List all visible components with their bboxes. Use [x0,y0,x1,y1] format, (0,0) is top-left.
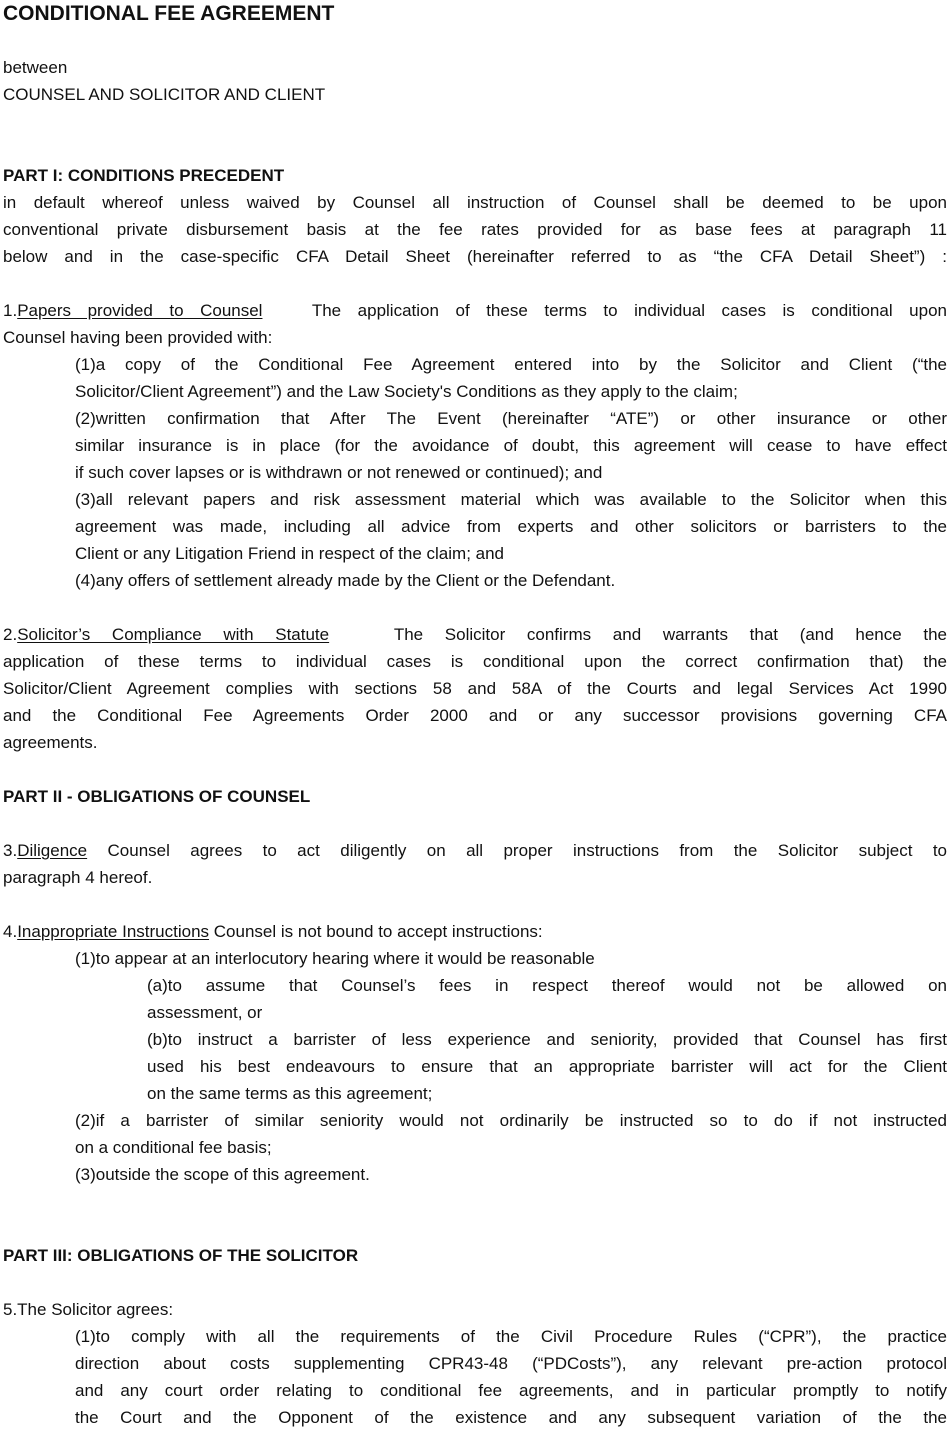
clause3-first-line [3,837,947,864]
clause5-item-line: and any court order relating to conditional fee agreements, and in particular promptly to notify [75,1381,947,1400]
clause1-item-line: if such cover lapses or is withdrawn or not renewed or continued); and [75,463,603,482]
clause2-line: and the Conditional Fee Agreements Order 2000 and or any successor provisions governing CFA [3,706,947,725]
clause1-text: The application of these terms to individual cases is conditional upon [311,301,947,320]
part2-heading: PART II - OBLIGATIONS OF COUNSEL [3,787,311,806]
clause4-item3: (3)outside the scope of this agreement. [75,1165,370,1184]
between-text: between [3,58,68,77]
clause1-text-rest: Counsel having been provided with: [3,328,273,347]
document-page [3,0,947,1431]
clause2-text: The Solicitor confirms and warrants that (and hence the [393,625,947,644]
clause4-subitem-line: used his best endeavours to ensure that an appropriate barrister will act for the Client [147,1057,947,1076]
clause2-title: Solicitor’s Compliance with Statute [17,625,330,644]
clause4-subitems [147,972,947,1107]
clause4-subitem-line: (b)to instruct a barrister of less experience and seniority, provided that Counsel has first [147,1030,947,1049]
clause3-title: Diligence [17,841,88,860]
clause4-number: 4. [3,922,18,941]
clause1-item-line: similar insurance is in place (for the avoidance of doubt, this agreement will cease to have effect [75,436,947,455]
clause3-text-rest: paragraph 4 hereof. [3,868,153,887]
part1-heading: PART I: CONDITIONS PRECEDENT [3,166,285,185]
clause4-item1: (1)to appear at an interlocutory hearing where it would be reasonable [75,949,595,968]
clause1-item-line: (2)written confirmation that After The Event (hereinafter “ATE”) or other insurance or other [75,409,947,428]
clause4-item2-line: (2)if a barrister of similar seniority would not ordinarily be instructed so to do if not instructed [75,1111,947,1130]
clause5-item-line: the Court and the Opponent of the existence and any subsequent variation of the the [75,1408,947,1427]
clause5-items [75,1323,947,1431]
part3-heading: PART III: OBLIGATIONS OF THE SOLICITOR [3,1246,359,1265]
clause5-intro: 5.The Solicitor agrees: [3,1300,174,1319]
clause3-number: 3. [3,841,18,860]
clause2-first-line [3,621,947,648]
clause1-items [75,351,947,594]
clause4-item2-line: on a conditional fee basis; [75,1138,272,1157]
clause4-subitem-line: (a)to assume that Counsel’s fees in respect thereof would not be allowed on [147,976,947,995]
clause4-subitem-line: assessment, or [147,1003,263,1022]
clause1-item-line: Solicitor/Client Agreement”) and the Law Society's Conditions as they apply to the claim; [75,382,738,401]
clause4-title: Inappropriate Instructions [17,922,210,941]
clause2-number: 2. [3,625,18,644]
clause2-line: application of these terms to individual cases is conditional upon the correct confirmation that) the [3,652,947,671]
part1-intro-line: in default whereof unless waived by Counsel all instruction of Counsel shall be deemed to be upon [3,193,947,212]
clause2-line: Solicitor/Client Agreement complies with sections 58 and 58A of the Courts and legal Services Act 1990 [3,679,947,698]
clause1-title: Papers provided to Counsel [17,301,263,320]
clause1-number: 1. [3,301,18,320]
clause5-item-line: (1)to comply with all the requirements of the Civil Procedure Rules (“CPR”), the practice [75,1327,947,1346]
part1-intro-line: below and in the case-specific CFA Detail Sheet (hereinafter referred to as “the CFA Detail Sheet”) : [3,247,947,266]
clause1-first-line [3,297,947,324]
parties-text: COUNSEL AND SOLICITOR AND CLIENT [3,85,326,104]
clause1-item-line: Client or any Litigation Friend in respect of the claim; and [75,544,505,563]
clause4-text: Counsel is not bound to accept instructions: [213,922,543,941]
clause1-item-line: (1)a copy of the Conditional Fee Agreement entered into by the Solicitor and Client (“the [75,355,947,374]
clause2-line: agreements. [3,733,98,752]
clause4-subitem-line: on the same terms as this agreement; [147,1084,433,1103]
clause1-item-line: (3)all relevant papers and risk assessment material which was available to the Solicitor when this [75,490,947,509]
clause5-item-line: direction about costs supplementing CPR43-48 (“PDCosts”), any relevant pre-action protocol [75,1354,947,1373]
clause1-item-line: (4)any offers of settlement already made by the Client or the Defendant. [75,571,616,590]
part1-intro-line: conventional private disbursement basis at the fee rates provided for as base fees at paragraph 11 [3,220,947,239]
clause4-items [75,945,947,1188]
document-title: CONDITIONAL FEE AGREEMENT [3,2,335,25]
clause3-text: Counsel agrees to act diligently on all proper instructions from the Solicitor subject to [107,841,947,860]
clause1-item-line: agreement was made, including all advice from experts and other solicitors or barristers to the [75,517,947,536]
clause4-first-line [3,918,947,945]
